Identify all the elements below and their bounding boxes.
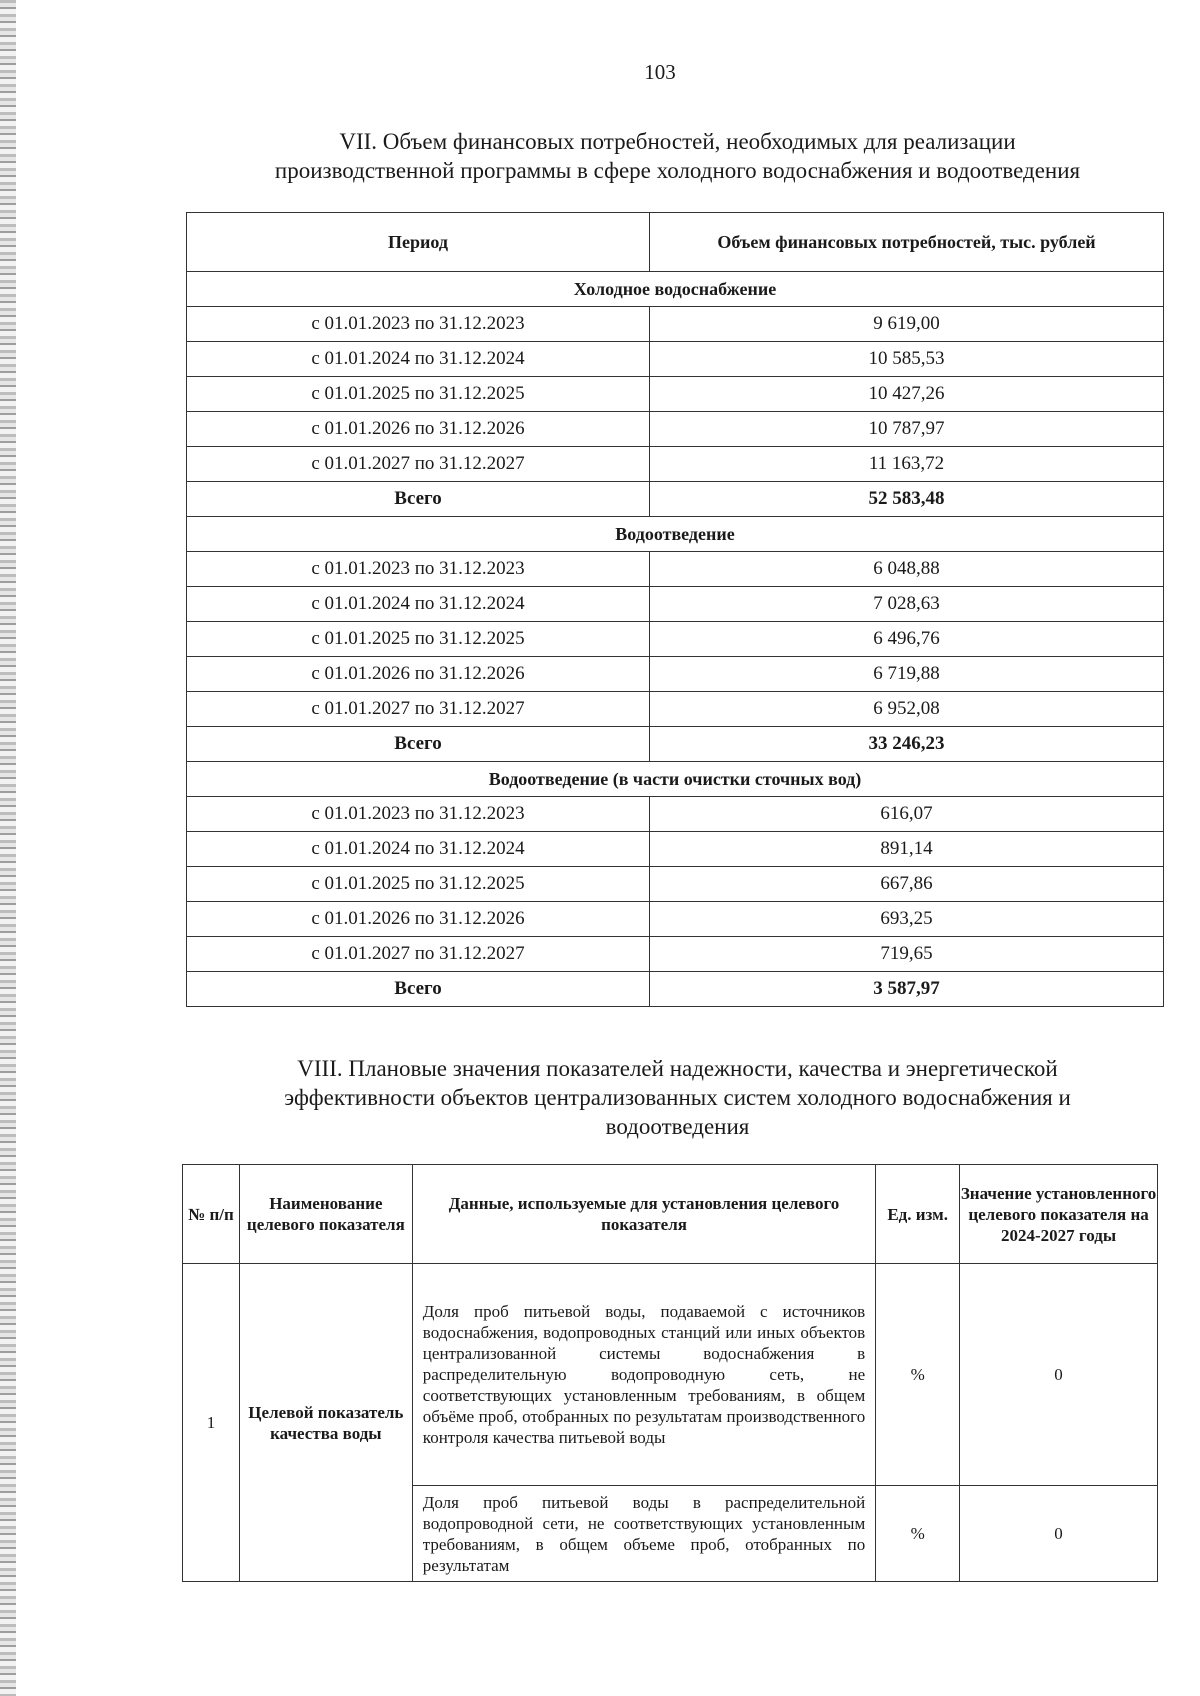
value-cell: 0: [960, 1264, 1158, 1486]
section-name: Водоотведение (в части очистки сточных вод): [187, 762, 1164, 797]
total-amount: 3 587,97: [650, 972, 1164, 1007]
header-period: Период: [187, 213, 650, 272]
amount-cell: 719,65: [650, 937, 1164, 972]
page-number: 103: [644, 60, 676, 84]
amount-cell: 10 427,26: [650, 377, 1164, 412]
table-row: [187, 307, 1164, 342]
period-cell: с 01.01.2027 по 31.12.2027: [187, 692, 650, 727]
section-vii-title-line: производственной программы в сфере холодного водоснабжения и водоотведения: [274, 158, 1081, 183]
total-row: [187, 727, 1164, 762]
amount-cell: 667,86: [650, 867, 1164, 902]
amount-cell: 6 952,08: [650, 692, 1164, 727]
period-cell: с 01.01.2024 по 31.12.2024: [187, 587, 650, 622]
indicator-data: Доля проб питьевой воды, подаваемой с источников водоснабжения, водопроводных станций или иных объектов централизованной системы водоснабжения в распределительную водопроводную сеть, не соответствующих установленным требованиям, в общем объёме проб, отобранных по результатам производственного контроля качества питьевой воды: [412, 1264, 875, 1486]
unit-cell: %: [876, 1486, 960, 1582]
table-row: [187, 902, 1164, 937]
financial-needs-table: [186, 212, 1164, 1007]
table-row: [187, 867, 1164, 902]
table-row: [187, 342, 1164, 377]
period-cell: с 01.01.2026 по 31.12.2026: [187, 902, 650, 937]
period-cell: с 01.01.2023 по 31.12.2023: [187, 797, 650, 832]
section-vii-title: [185, 127, 1170, 185]
amount-cell: 6 719,88: [650, 657, 1164, 692]
amount-cell: 7 028,63: [650, 587, 1164, 622]
total-label: Всего: [187, 482, 650, 517]
table-row: [187, 832, 1164, 867]
table-row: [187, 412, 1164, 447]
section-vii-title-line: VII. Объем финансовых потребностей, необходимых для реализации: [339, 129, 1016, 154]
period-cell: с 01.01.2024 по 31.12.2024: [187, 832, 650, 867]
header-num: № п/п: [183, 1165, 240, 1264]
section-name: Холодное водоснабжение: [187, 272, 1164, 307]
indicator-name: Целевой показатель качества воды: [239, 1264, 412, 1582]
table-row: [187, 797, 1164, 832]
header-amount: Объем финансовых потребностей, тыс. рублей: [650, 213, 1164, 272]
header-data: Данные, используемые для установления целевого показателя: [412, 1165, 875, 1264]
scan-edge: [0, 0, 16, 1696]
total-label: Всего: [187, 972, 650, 1007]
period-cell: с 01.01.2026 по 31.12.2026: [187, 412, 650, 447]
table-row: [187, 657, 1164, 692]
period-cell: с 01.01.2026 по 31.12.2026: [187, 657, 650, 692]
period-cell: с 01.01.2025 по 31.12.2025: [187, 622, 650, 657]
period-cell: с 01.01.2027 по 31.12.2027: [187, 447, 650, 482]
total-row: [187, 482, 1164, 517]
section-viii-title-line: VIII. Плановые значения показателей надежности, качества и энергетической: [297, 1056, 1058, 1081]
table-row: [187, 377, 1164, 412]
table-row: [187, 447, 1164, 482]
period-cell: с 01.01.2025 по 31.12.2025: [187, 377, 650, 412]
amount-cell: 11 163,72: [650, 447, 1164, 482]
table-header-row: [187, 213, 1164, 272]
total-amount: 52 583,48: [650, 482, 1164, 517]
table-row: [187, 587, 1164, 622]
table-header-row: [183, 1165, 1158, 1264]
row-num: 1: [183, 1264, 240, 1582]
period-cell: с 01.01.2025 по 31.12.2025: [187, 867, 650, 902]
header-name: Наименование целевого показателя: [239, 1165, 412, 1264]
period-cell: с 01.01.2023 по 31.12.2023: [187, 307, 650, 342]
period-cell: с 01.01.2024 по 31.12.2024: [187, 342, 650, 377]
period-cell: с 01.01.2027 по 31.12.2027: [187, 937, 650, 972]
header-value: Значение установленного целевого показателя на 2024-2027 годы: [960, 1165, 1158, 1264]
indicator-data: Доля проб питьевой воды в распределительной водопроводной сети, не соответствующих установленным требованиям, в общем объеме проб, отобранных по результатам: [412, 1486, 875, 1582]
total-amount: 33 246,23: [650, 727, 1164, 762]
table-row: [183, 1264, 1158, 1486]
indicators-table: [182, 1164, 1158, 1582]
total-label: Всего: [187, 727, 650, 762]
table-row: [187, 552, 1164, 587]
amount-cell: 6 496,76: [650, 622, 1164, 657]
amount-cell: 616,07: [650, 797, 1164, 832]
amount-cell: 10 585,53: [650, 342, 1164, 377]
table-row: [187, 937, 1164, 972]
section-viii-title-line: водоотведения: [605, 1114, 750, 1139]
section-row: [187, 762, 1164, 797]
period-cell: с 01.01.2023 по 31.12.2023: [187, 552, 650, 587]
section-name: Водоотведение: [187, 517, 1164, 552]
amount-cell: 6 048,88: [650, 552, 1164, 587]
total-row: [187, 972, 1164, 1007]
table-row: [187, 692, 1164, 727]
amount-cell: 891,14: [650, 832, 1164, 867]
amount-cell: 10 787,97: [650, 412, 1164, 447]
amount-cell: 9 619,00: [650, 307, 1164, 342]
amount-cell: 693,25: [650, 902, 1164, 937]
section-viii-title: [185, 1054, 1170, 1141]
header-unit: Ед. изм.: [876, 1165, 960, 1264]
value-cell: 0: [960, 1486, 1158, 1582]
section-viii-title-line: эффективности объектов централизованных систем холодного водоснабжения и: [284, 1085, 1071, 1110]
section-row: [187, 272, 1164, 307]
unit-cell: %: [876, 1264, 960, 1486]
table-row: [187, 622, 1164, 657]
section-row: [187, 517, 1164, 552]
